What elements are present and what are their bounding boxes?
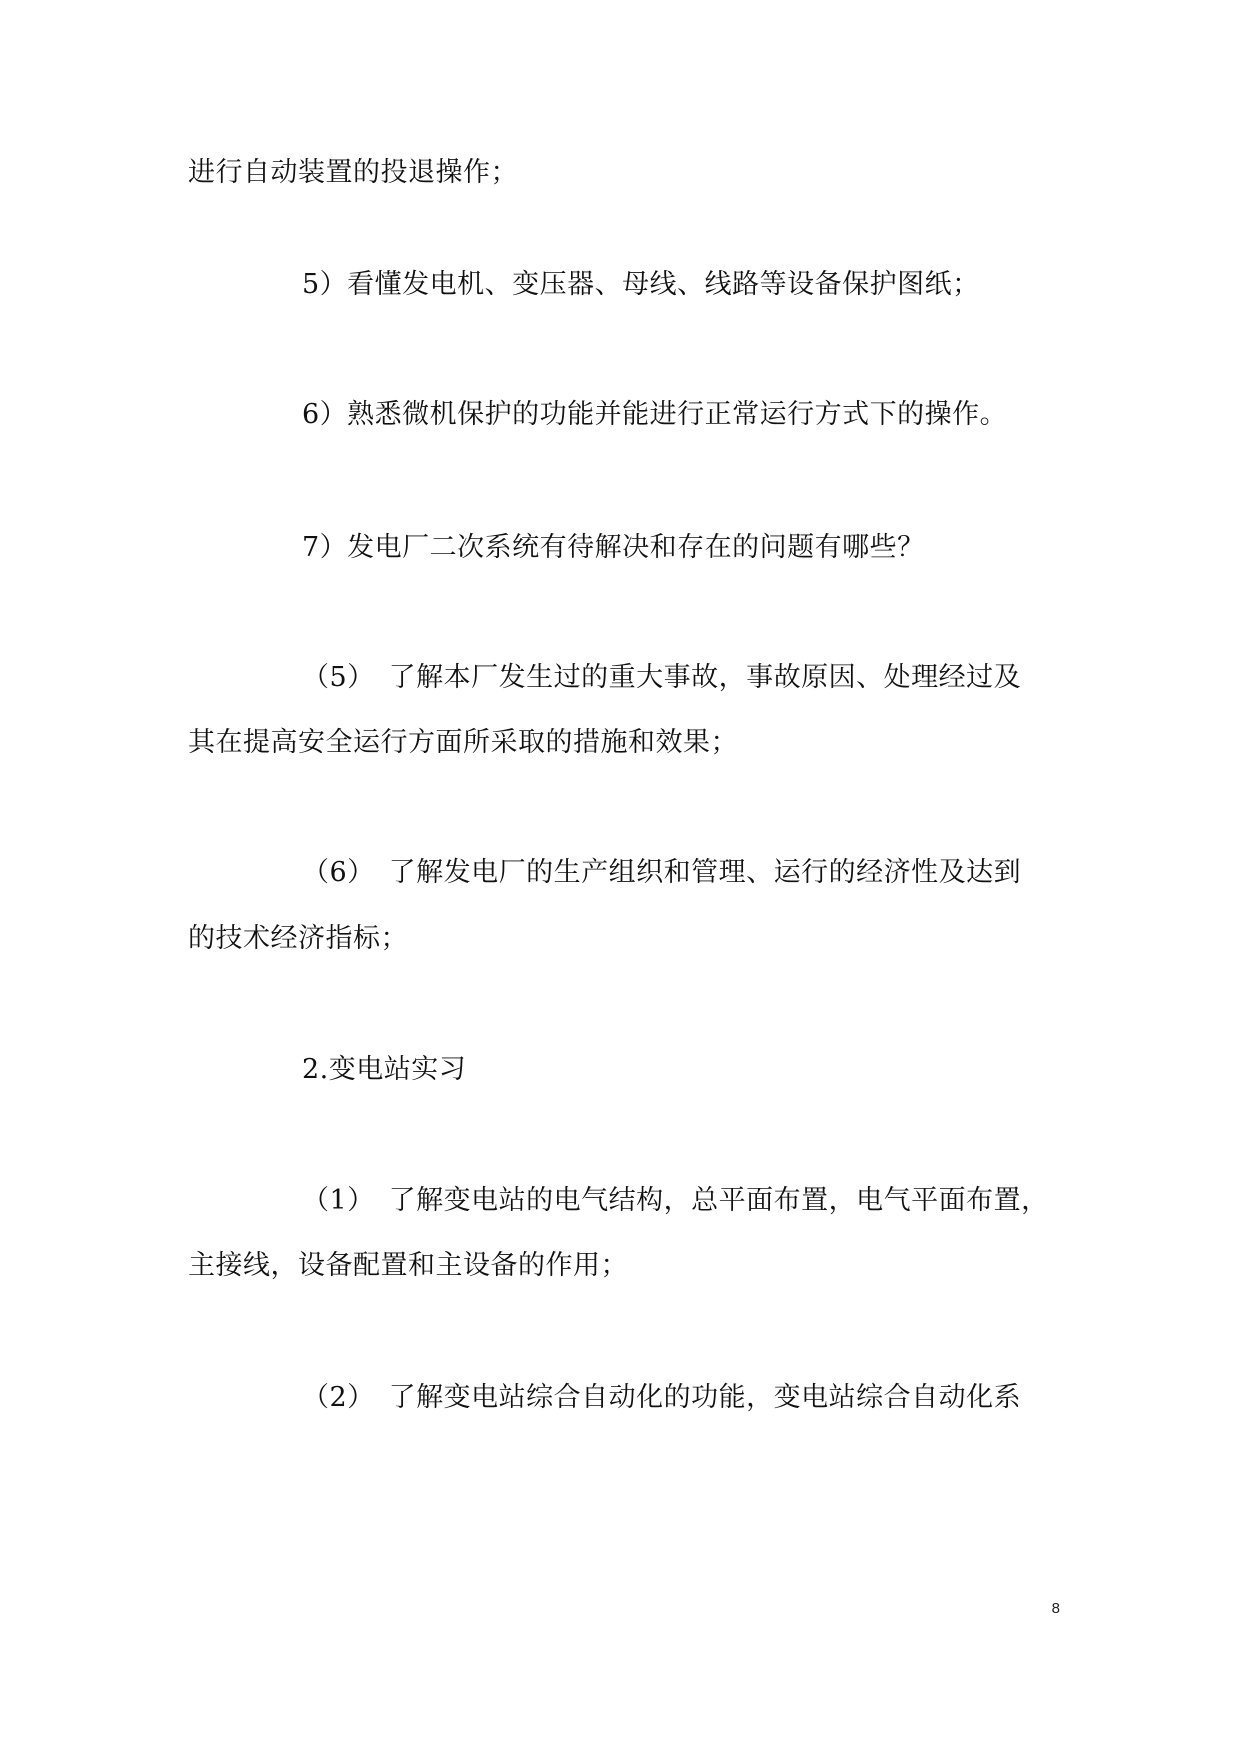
text-line-12: （2） 了解变电站综合自动化的功能，变电站综合自动化系 [302,1382,1022,1413]
text-line-2: 5）看懂发电机、变压器、母线、线路等设备保护图纸； [302,269,980,300]
text-line-7: （6） 了解发电厂的生产组织和管理、运行的经济性及达到 [302,857,1022,888]
text-line-10: （1） 了解变电站的电气结构，总平面布置，电气平面布置， [302,1185,1049,1216]
text-line-3: 6）熟悉微机保护的功能并能进行正常运行方式下的操作。 [302,399,1008,430]
text-line-11: 主接线，设备配置和主设备的作用； [188,1250,628,1281]
text-line-4: 7）发电厂二次系统有待解决和存在的问题有哪些？ [302,532,925,563]
text-line-1: 进行自动装置的投退操作； [188,157,518,188]
text-line-8: 的技术经济指标； [188,923,408,954]
text-line-5: （5） 了解本厂发生过的重大事故，事故原因、处理经过及 [302,662,1022,693]
text-line-9: 2.变电站实习 [302,1054,467,1085]
text-line-6: 其在提高安全运行方面所采取的措施和效果； [188,727,738,758]
page-number: 8 [1051,1600,1060,1617]
